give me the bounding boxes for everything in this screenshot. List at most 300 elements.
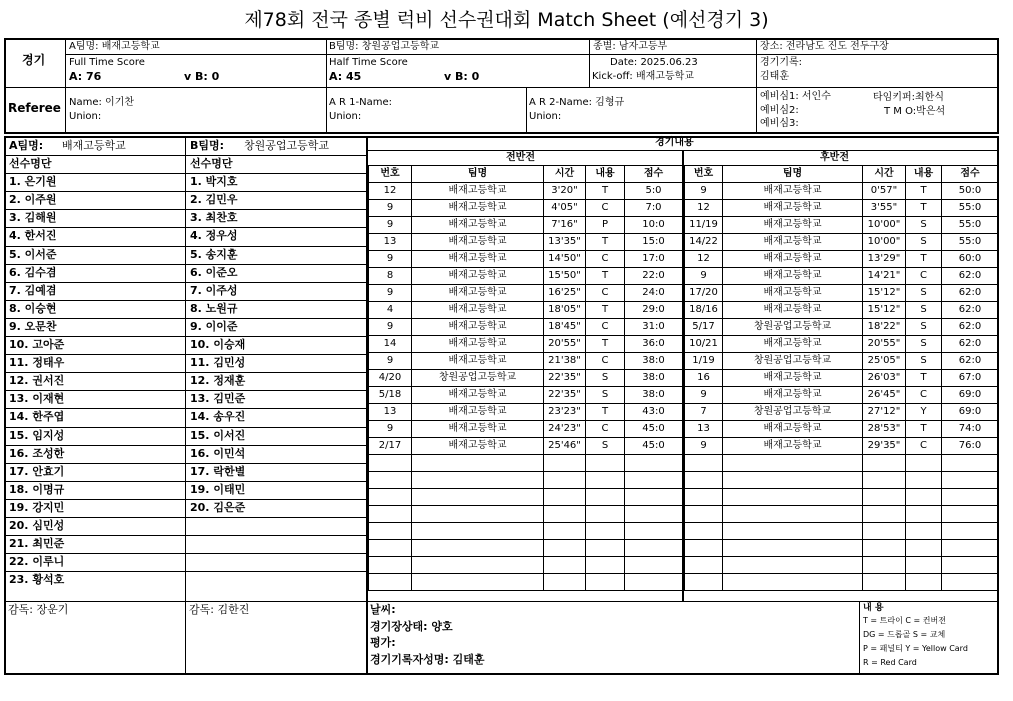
- legend-item: P = 패널티 Y = Yellow Card: [863, 644, 968, 653]
- second-half-event-cell: [863, 506, 906, 523]
- second-half-event-cell: [942, 455, 999, 472]
- second-half-event-cell: 18'22": [863, 319, 906, 336]
- first-half-event-cell: 창원공업고등학교: [412, 370, 544, 387]
- first-half-event-cell: [586, 523, 625, 540]
- second-half-event-cell: 9: [685, 183, 723, 200]
- a-player: 9. 오문찬: [9, 320, 57, 333]
- second-half-event-cell: [942, 506, 999, 523]
- first-half-event-row: [369, 438, 683, 455]
- second-half-event-row: [685, 574, 999, 591]
- first-half-event-cell: 23'23": [544, 404, 586, 421]
- second-half-event-cell: 12: [685, 200, 723, 217]
- full-time-a: A: 76: [69, 70, 102, 83]
- first-half-event-cell: C: [586, 353, 625, 370]
- second-half-event-cell: 창원공업고등학교: [723, 404, 863, 421]
- first-half-event-row: [369, 455, 683, 472]
- second-half-event-cell: 배재고등학교: [723, 200, 863, 217]
- first-half-event-cell: T: [586, 336, 625, 353]
- second-half-event-cell: 배재고등학교: [723, 370, 863, 387]
- first-half-event-cell: 13: [369, 234, 412, 251]
- a-player: 21. 최민준: [9, 537, 65, 550]
- first-half-event-cell: S: [586, 370, 625, 387]
- a-player: 22. 이루니: [9, 555, 65, 568]
- first-half-event-cell: 9: [369, 285, 412, 302]
- first-half-event-cell: [412, 557, 544, 574]
- first-half-event-row: [369, 251, 683, 268]
- second-half-event-cell: S: [906, 285, 942, 302]
- a-team-label: A팀명:: [9, 139, 44, 152]
- b-team-name: B팀명: 창원공업고등학교: [329, 41, 440, 52]
- second-half-event-cell: T: [906, 251, 942, 268]
- second-half-event-cell: [906, 540, 942, 557]
- first-half-header: 전반전: [506, 152, 535, 163]
- first-half-event-cell: [625, 523, 683, 540]
- second-half-event-cell: [685, 506, 723, 523]
- second-half-event-cell: [906, 506, 942, 523]
- second-half-event-cell: [863, 557, 906, 574]
- second-half-event-cell: 배재고등학교: [723, 217, 863, 234]
- first-half-event-cell: [412, 506, 544, 523]
- first-half-event-cell: 4/20: [369, 370, 412, 387]
- second-half-event-cell: [863, 540, 906, 557]
- first-half-event-cell: [369, 489, 412, 506]
- second-half-event-cell: [906, 489, 942, 506]
- first-half-event-cell: C: [586, 200, 625, 217]
- ar2-name: A R 2-Name: 김형규: [529, 97, 625, 108]
- second-half-event-cell: 67:0: [942, 370, 999, 387]
- second-half-event-cell: Y: [906, 404, 942, 421]
- first-half-event-cell: 24:0: [625, 285, 683, 302]
- first-half-event-cell: 38:0: [625, 370, 683, 387]
- second-half-event-cell: [863, 455, 906, 472]
- reserve-ref-1: 예비심1: 서인수: [760, 91, 831, 102]
- second-half-event-row: [685, 540, 999, 557]
- second-half-event-cell: 배재고등학교: [723, 336, 863, 353]
- second-half-table: [684, 165, 999, 591]
- first-half-event-row: [369, 370, 683, 387]
- first-half-event-row: [369, 268, 683, 285]
- first-half-event-cell: [625, 472, 683, 489]
- second-half-event-cell: T: [906, 421, 942, 438]
- first-half-event-cell: [412, 523, 544, 540]
- first-half-col-header: 내용: [586, 166, 625, 183]
- weather: 날씨:: [370, 603, 396, 616]
- second-half-event-cell: 15'12": [863, 285, 906, 302]
- first-half-event-cell: 4'05": [544, 200, 586, 217]
- coach-b: 감독: 김한진: [189, 603, 250, 616]
- second-half-event-row: [685, 234, 999, 251]
- second-half-event-row: [685, 455, 999, 472]
- b-player: 2. 김민우: [190, 193, 238, 206]
- first-half-event-cell: 배재고등학교: [412, 302, 544, 319]
- first-half-event-cell: [625, 574, 683, 591]
- b-player: 5. 송지훈: [190, 248, 238, 261]
- first-half-event-cell: S: [586, 387, 625, 404]
- second-half-event-cell: 27'12": [863, 404, 906, 421]
- referee-label: Referee: [8, 101, 61, 115]
- ground-condition: 경기장상태: 양호: [370, 620, 453, 633]
- second-half-event-cell: 배재고등학교: [723, 421, 863, 438]
- second-half-event-cell: [685, 574, 723, 591]
- first-half-event-cell: [412, 574, 544, 591]
- second-half-event-cell: 배재고등학교: [723, 285, 863, 302]
- first-half-event-cell: 9: [369, 251, 412, 268]
- b-player: 13. 김민준: [190, 392, 246, 405]
- second-half-event-cell: 10'00": [863, 217, 906, 234]
- first-half-event-cell: 배재고등학교: [412, 404, 544, 421]
- b-player: 3. 최찬호: [190, 211, 238, 224]
- first-half-event-row: [369, 302, 683, 319]
- second-half-event-cell: T: [906, 200, 942, 217]
- second-half-event-cell: [723, 455, 863, 472]
- first-half-event-cell: [544, 557, 586, 574]
- second-half-event-cell: [942, 540, 999, 557]
- second-half-event-cell: C: [906, 438, 942, 455]
- first-half-event-cell: 9: [369, 200, 412, 217]
- ar1-name: A R 1-Name:: [329, 97, 392, 108]
- second-half-event-row: [685, 183, 999, 200]
- first-half-event-cell: [586, 557, 625, 574]
- first-half-event-cell: P: [586, 217, 625, 234]
- second-half-event-cell: 10'00": [863, 234, 906, 251]
- second-half-event-cell: 0'57": [863, 183, 906, 200]
- first-half-event-row: [369, 200, 683, 217]
- first-half-event-cell: 16'25": [544, 285, 586, 302]
- b-player: 12. 정재훈: [190, 374, 246, 387]
- first-half-event-cell: 13'35": [544, 234, 586, 251]
- second-half-event-cell: S: [906, 353, 942, 370]
- a-player: 20. 심민성: [9, 519, 65, 532]
- second-half-event-row: [685, 200, 999, 217]
- second-half-event-cell: 17/20: [685, 285, 723, 302]
- first-half-col-header: 점수: [625, 166, 683, 183]
- first-half-event-cell: 38:0: [625, 387, 683, 404]
- half-time-label: Half Time Score: [329, 57, 408, 68]
- first-half-event-cell: 20'55": [544, 336, 586, 353]
- first-half-event-cell: 43:0: [625, 404, 683, 421]
- first-half-event-cell: [544, 540, 586, 557]
- first-half-event-cell: [412, 472, 544, 489]
- second-half-event-cell: 13: [685, 421, 723, 438]
- kickoff: Kick-off: 배재고등학교: [592, 71, 694, 82]
- second-half-event-cell: 배재고등학교: [723, 387, 863, 404]
- second-half-event-cell: 5/17: [685, 319, 723, 336]
- first-half-event-cell: 45:0: [625, 421, 683, 438]
- first-half-event-cell: [412, 540, 544, 557]
- first-half-col-header: 시간: [544, 166, 586, 183]
- b-player: 9. 이이준: [190, 320, 238, 333]
- first-half-event-cell: [625, 455, 683, 472]
- first-half-event-cell: 배재고등학교: [412, 183, 544, 200]
- first-half-event-cell: 14'50": [544, 251, 586, 268]
- first-half-event-cell: [625, 540, 683, 557]
- second-half-event-cell: 62:0: [942, 302, 999, 319]
- second-half-event-cell: 10/21: [685, 336, 723, 353]
- second-half-event-row: [685, 302, 999, 319]
- first-half-event-cell: 7'16": [544, 217, 586, 234]
- second-half-event-cell: [863, 523, 906, 540]
- second-half-event-cell: S: [906, 217, 942, 234]
- first-half-event-cell: [544, 574, 586, 591]
- first-half-event-cell: 22:0: [625, 268, 683, 285]
- a-player: 7. 김예겸: [9, 284, 57, 297]
- first-half-event-cell: T: [586, 302, 625, 319]
- second-half-event-cell: [685, 523, 723, 540]
- b-player: 8. 노원규: [190, 302, 238, 315]
- second-half-event-cell: 14/22: [685, 234, 723, 251]
- second-half-event-cell: [942, 472, 999, 489]
- first-half-event-row: [369, 506, 683, 523]
- first-half-event-cell: 15:0: [625, 234, 683, 251]
- first-half-event-row: [369, 319, 683, 336]
- a-player: 1. 은기원: [9, 175, 57, 188]
- first-half-event-cell: 3'20": [544, 183, 586, 200]
- second-half-event-cell: [906, 455, 942, 472]
- first-half-event-cell: [412, 489, 544, 506]
- a-player: 12. 권서진: [9, 374, 65, 387]
- page-title: 제78회 전국 종별 럭비 선수권대회 Match Sheet (예선경기 3): [244, 9, 769, 31]
- a-team-roster-name: 배재고등학교: [62, 139, 126, 152]
- first-half-event-cell: 18'05": [544, 302, 586, 319]
- first-half-event-cell: 10:0: [625, 217, 683, 234]
- second-half-event-cell: 76:0: [942, 438, 999, 455]
- tmo: T M O:박은석: [884, 106, 946, 117]
- second-half-event-cell: [863, 472, 906, 489]
- b-player: 14. 송우진: [190, 410, 246, 423]
- second-half-col-header: 번호: [685, 166, 723, 183]
- second-half-event-cell: [906, 523, 942, 540]
- first-half-event-cell: 9: [369, 421, 412, 438]
- second-half-event-cell: [685, 557, 723, 574]
- second-half-event-cell: [723, 523, 863, 540]
- half-time-b: v B: 0: [444, 70, 480, 83]
- second-half-event-row: [685, 489, 999, 506]
- first-half-event-cell: 36:0: [625, 336, 683, 353]
- second-half-event-row: [685, 506, 999, 523]
- first-half-event-cell: [586, 540, 625, 557]
- second-half-event-cell: 배재고등학교: [723, 251, 863, 268]
- first-half-event-cell: 배재고등학교: [412, 285, 544, 302]
- first-half-event-row: [369, 234, 683, 251]
- second-half-col-header: 점수: [942, 166, 999, 183]
- ar2-union: Union:: [529, 111, 562, 122]
- second-half-event-row: [685, 285, 999, 302]
- first-half-event-cell: [625, 489, 683, 506]
- referee-union: Union:: [69, 111, 102, 122]
- second-half-event-row: [685, 404, 999, 421]
- second-half-event-cell: 55:0: [942, 217, 999, 234]
- recorder-signature: 경기기록자성명: 김태훈: [370, 653, 485, 666]
- full-time-label: Full Time Score: [69, 57, 145, 68]
- reserve-ref-3: 예비심3:: [760, 118, 799, 129]
- second-half-event-cell: 9: [685, 268, 723, 285]
- second-half-event-row: [685, 336, 999, 353]
- first-half-event-cell: T: [586, 404, 625, 421]
- second-half-event-cell: 창원공업고등학교: [723, 319, 863, 336]
- first-half-event-cell: 8: [369, 268, 412, 285]
- second-half-event-cell: 13'29": [863, 251, 906, 268]
- first-half-event-row: [369, 336, 683, 353]
- second-half-event-row: [685, 472, 999, 489]
- second-half-event-cell: 62:0: [942, 353, 999, 370]
- first-half-event-cell: 배재고등학교: [412, 268, 544, 285]
- second-half-event-cell: 25'05": [863, 353, 906, 370]
- a-player: 15. 임지성: [9, 429, 65, 442]
- first-half-event-cell: 9: [369, 353, 412, 370]
- first-half-event-cell: 24'23": [544, 421, 586, 438]
- a-player: 6. 김수겸: [9, 266, 57, 279]
- first-half-event-cell: 배재고등학교: [412, 336, 544, 353]
- first-half-event-cell: 5/18: [369, 387, 412, 404]
- referee-name: Name: 이기찬: [69, 97, 135, 108]
- first-half-event-cell: 7:0: [625, 200, 683, 217]
- legend-item: R = Red Card: [863, 658, 917, 667]
- second-half-event-cell: 62:0: [942, 285, 999, 302]
- second-half-event-cell: [863, 574, 906, 591]
- first-half-event-cell: 2/17: [369, 438, 412, 455]
- first-half-event-cell: [586, 472, 625, 489]
- a-player: 4. 한서진: [9, 229, 57, 242]
- first-half-event-cell: 4: [369, 302, 412, 319]
- first-half-event-cell: 21'38": [544, 353, 586, 370]
- second-half-event-cell: 74:0: [942, 421, 999, 438]
- a-player: 16. 조성한: [9, 447, 65, 460]
- first-half-event-cell: [544, 506, 586, 523]
- second-half-event-cell: 62:0: [942, 268, 999, 285]
- first-half-event-cell: 22'35": [544, 387, 586, 404]
- first-half-event-row: [369, 285, 683, 302]
- b-player: 10. 이승재: [190, 338, 246, 351]
- first-half-event-cell: 배재고등학교: [412, 387, 544, 404]
- second-half-event-row: [685, 421, 999, 438]
- first-half-event-cell: 12: [369, 183, 412, 200]
- first-half-event-cell: 31:0: [625, 319, 683, 336]
- first-half-event-row: [369, 574, 683, 591]
- second-half-event-row: [685, 319, 999, 336]
- second-half-event-cell: 69:0: [942, 404, 999, 421]
- second-half-event-cell: 1/19: [685, 353, 723, 370]
- first-half-event-cell: 배재고등학교: [412, 438, 544, 455]
- first-half-event-cell: 배재고등학교: [412, 421, 544, 438]
- first-half-event-cell: [544, 523, 586, 540]
- second-half-event-cell: 11/19: [685, 217, 723, 234]
- second-half-event-cell: [942, 557, 999, 574]
- first-half-event-cell: T: [586, 268, 625, 285]
- first-half-event-cell: 29:0: [625, 302, 683, 319]
- second-half-event-cell: [942, 523, 999, 540]
- a-team-name: A팀명: 배재고등학교: [69, 41, 160, 52]
- second-half-event-cell: 배재고등학교: [723, 234, 863, 251]
- second-half-event-cell: [685, 455, 723, 472]
- second-half-event-cell: [685, 472, 723, 489]
- second-half-event-cell: 26'03": [863, 370, 906, 387]
- second-half-event-cell: [685, 489, 723, 506]
- first-half-event-cell: C: [586, 319, 625, 336]
- first-half-event-cell: [369, 523, 412, 540]
- venue: 장소: 전라남도 진도 전두구장: [760, 41, 889, 52]
- first-half-event-cell: 5:0: [625, 183, 683, 200]
- first-half-event-cell: [586, 574, 625, 591]
- first-half-event-cell: [369, 574, 412, 591]
- first-half-event-cell: 9: [369, 319, 412, 336]
- first-half-event-cell: [369, 455, 412, 472]
- second-half-event-cell: 15'12": [863, 302, 906, 319]
- a-player: 17. 안효기: [9, 465, 65, 478]
- first-half-col-header: 번호: [369, 166, 412, 183]
- first-half-event-cell: 배재고등학교: [412, 234, 544, 251]
- first-half-event-cell: [586, 506, 625, 523]
- second-half-event-cell: 26'45": [863, 387, 906, 404]
- first-half-event-cell: 18'45": [544, 319, 586, 336]
- second-half-event-row: [685, 353, 999, 370]
- first-half-event-row: [369, 472, 683, 489]
- second-half-event-cell: 29'35": [863, 438, 906, 455]
- second-half-event-cell: 28'53": [863, 421, 906, 438]
- ar1-union: Union:: [329, 111, 362, 122]
- first-half-event-cell: [625, 506, 683, 523]
- second-half-event-cell: 배재고등학교: [723, 438, 863, 455]
- first-half-event-cell: [369, 540, 412, 557]
- first-half-event-cell: 17:0: [625, 251, 683, 268]
- first-half-event-cell: 14: [369, 336, 412, 353]
- second-half-event-cell: 12: [685, 251, 723, 268]
- first-half-col-header: 팀명: [412, 166, 544, 183]
- first-half-event-row: [369, 421, 683, 438]
- match-date: Date: 2025.06.23: [610, 57, 698, 68]
- second-half-event-cell: 69:0: [942, 387, 999, 404]
- first-half-event-cell: 9: [369, 217, 412, 234]
- first-half-event-cell: [544, 455, 586, 472]
- second-half-event-row: [685, 251, 999, 268]
- second-half-event-cell: S: [906, 302, 942, 319]
- first-half-event-cell: [412, 455, 544, 472]
- second-half-event-cell: [723, 472, 863, 489]
- b-player: 4. 정우성: [190, 229, 238, 242]
- second-half-event-cell: [723, 506, 863, 523]
- second-half-event-cell: [942, 489, 999, 506]
- match-label: 경기: [22, 53, 46, 67]
- b-roster-header: 선수명단: [190, 157, 233, 170]
- second-half-event-cell: 배재고등학교: [723, 183, 863, 200]
- first-half-event-cell: [369, 506, 412, 523]
- second-half-event-cell: [685, 540, 723, 557]
- first-half-event-cell: 배재고등학교: [412, 251, 544, 268]
- second-half-event-cell: 18/16: [685, 302, 723, 319]
- first-half-event-cell: 배재고등학교: [412, 217, 544, 234]
- second-half-event-cell: [723, 574, 863, 591]
- second-half-event-row: [685, 523, 999, 540]
- second-half-event-cell: 9: [685, 438, 723, 455]
- a-player: 13. 이재현: [9, 392, 65, 405]
- b-player: 16. 이민석: [190, 447, 246, 460]
- first-half-event-cell: C: [586, 421, 625, 438]
- second-half-header: 후반전: [820, 152, 849, 163]
- a-player: 14. 한주엽: [9, 410, 65, 423]
- second-half-event-row: [685, 217, 999, 234]
- second-half-event-cell: 62:0: [942, 319, 999, 336]
- a-player: 3. 김해원: [9, 211, 57, 224]
- legend-item: T = 트라이 C = 컨버젼: [863, 616, 946, 625]
- b-player: 7. 이주성: [190, 284, 238, 297]
- a-player: 8. 이승현: [9, 302, 57, 315]
- second-half-event-cell: C: [906, 268, 942, 285]
- first-half-event-cell: [625, 557, 683, 574]
- second-half-col-header: 내용: [906, 166, 942, 183]
- first-half-table: [368, 165, 683, 591]
- first-half-event-cell: 45:0: [625, 438, 683, 455]
- a-player: 5. 이서준: [9, 248, 57, 261]
- second-half-event-row: [685, 370, 999, 387]
